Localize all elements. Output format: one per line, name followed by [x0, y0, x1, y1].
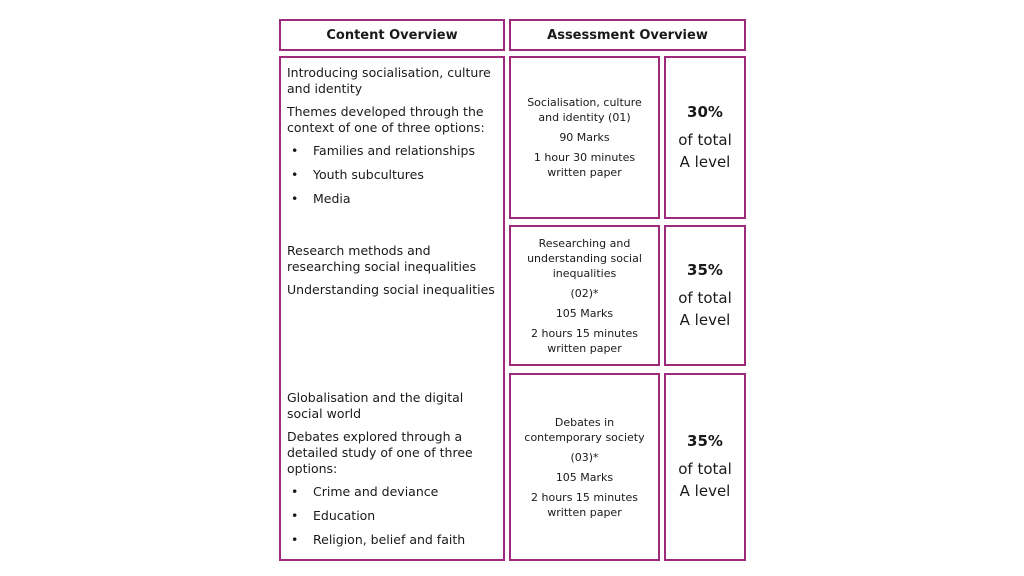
- content-section-1: [287, 65, 497, 215]
- list-item: • Education: [287, 508, 497, 524]
- assessment-overview-header: [509, 19, 746, 51]
- content-section-2: [287, 243, 497, 305]
- content-overview-panel: [279, 56, 505, 561]
- assessment-paper-2: [509, 225, 660, 366]
- weight-percent: 35%: [687, 260, 723, 279]
- assessment-weight-2: [664, 225, 746, 366]
- weight-of-total: of total: [678, 460, 732, 478]
- section-title: Research methods and researching social inequalities: [287, 243, 477, 274]
- section-description: Understanding social inequalities: [287, 282, 495, 297]
- paper-code: (02)*: [570, 286, 599, 300]
- paper-marks: 105 Marks: [555, 470, 614, 484]
- content-section-3: [287, 390, 497, 556]
- paper-duration: 2 hours 15 minutes written paper: [531, 326, 638, 355]
- weight-of-total: of total: [678, 130, 732, 149]
- assessment-paper-1: [509, 56, 660, 219]
- list-item: • Families and relationships: [287, 143, 497, 159]
- paper-name: Socialisation, culture and identity (01): [527, 96, 642, 124]
- paper-name: Researching and understanding social inequalities: [527, 236, 642, 280]
- assessment-overview-title: Assessment Overview: [547, 27, 708, 43]
- section-description: Debates explored through a detailed study of one of three options:: [287, 429, 473, 476]
- list-item: • Youth subcultures: [287, 167, 497, 183]
- assessment-weight-1: [664, 56, 746, 219]
- option-list: [287, 484, 497, 548]
- content-overview-title: Content Overview: [326, 27, 458, 43]
- list-item: • Religion, belief and faith: [287, 532, 497, 548]
- assessment-weight-3: [664, 373, 746, 561]
- section-title: Introducing socialisation, culture and identity: [287, 65, 491, 96]
- paper-name: Debates in contemporary society: [524, 415, 645, 444]
- option-list: [287, 143, 497, 207]
- weight-a-level: A level: [679, 482, 731, 500]
- weight-a-level: A level: [679, 152, 731, 171]
- paper-duration: 1 hour 30 minutes written paper: [533, 151, 636, 179]
- weight-percent: 35%: [687, 432, 723, 450]
- weight-a-level: A level: [679, 310, 731, 329]
- paper-marks: 90 Marks: [559, 131, 610, 144]
- list-item: • Media: [287, 191, 497, 207]
- weight-percent: 30%: [687, 102, 723, 121]
- section-title: Globalisation and the digital social world: [287, 390, 464, 421]
- assessment-paper-3: [509, 373, 660, 561]
- paper-marks: 105 Marks: [555, 306, 614, 320]
- content-overview-header: [279, 19, 505, 51]
- section-description: Themes developed through the context of one of three options:: [287, 104, 485, 135]
- paper-duration: 2 hours 15 minutes written paper: [531, 490, 638, 519]
- list-item: • Crime and deviance: [287, 484, 497, 500]
- paper-code: (03)*: [570, 450, 599, 464]
- weight-of-total: of total: [678, 288, 732, 307]
